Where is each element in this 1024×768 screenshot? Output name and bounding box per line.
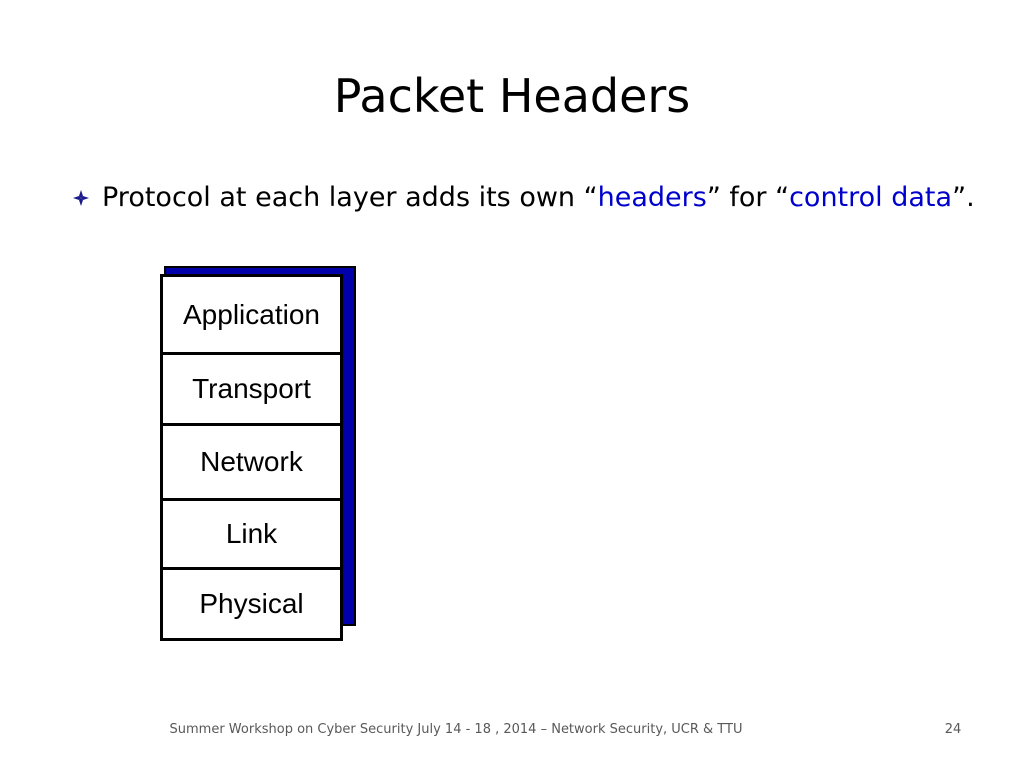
slide-footer: Summer Workshop on Cyber Security July 14 - 18 , 2014 – Network Security, UCR & TTU — [169, 722, 743, 737]
diamond-bullet-icon — [70, 187, 92, 209]
page-number: 24 — [944, 722, 962, 737]
layer-application: Application — [163, 277, 340, 355]
bullet-highlight-headers: headers — [597, 182, 707, 213]
bullet-point — [70, 178, 975, 218]
layer-physical: Physical — [163, 570, 340, 638]
bullet-text-middle: ” for “ — [706, 182, 790, 213]
bullet-text-after: ”. — [952, 182, 975, 213]
layer-transport: Transport — [163, 355, 340, 426]
bullet-text-before: Protocol at each layer adds its own “ — [102, 182, 598, 213]
protocol-stack — [160, 274, 343, 641]
bullet-highlight-control-data: control data — [789, 182, 953, 213]
bullet-text — [102, 178, 975, 218]
layer-network: Network — [163, 426, 340, 501]
layer-link: Link — [163, 501, 340, 570]
slide-title: Packet Headers — [333, 69, 691, 123]
